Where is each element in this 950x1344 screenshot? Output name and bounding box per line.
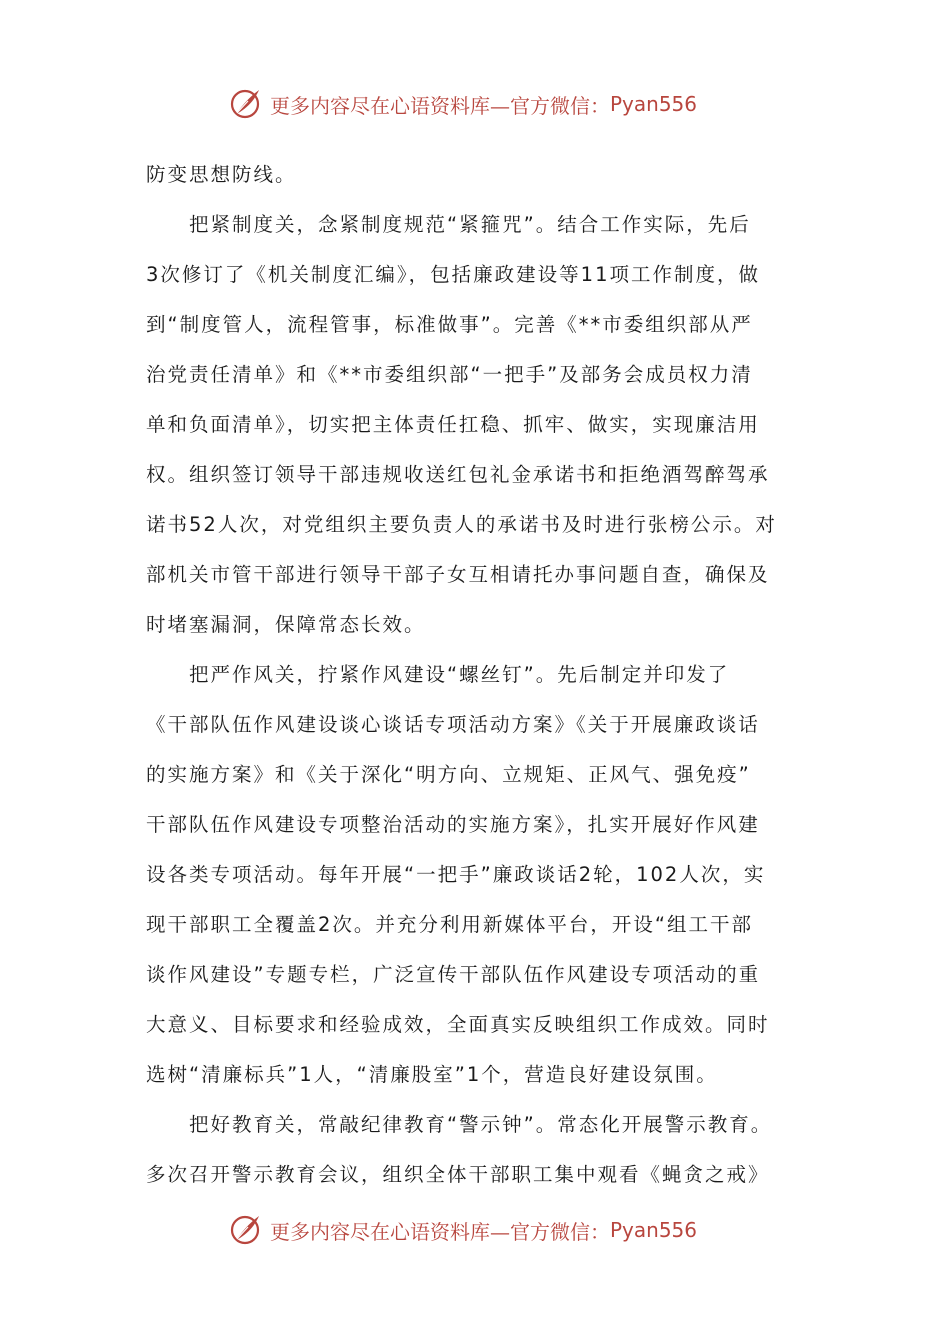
footer-banner-text: 更多内容尽在心语资料库—官方微信：	[270, 1219, 610, 1244]
quill-logo-icon	[228, 1212, 264, 1248]
text-line: 现干部职工全覆盖2次。并充分利用新媒体平台，开设“组工干部	[146, 913, 754, 936]
text-line: 多次召开警示教育会议，组织全体干部职工集中观看《蝇贪之戒》	[146, 1163, 770, 1186]
paragraph-first-line: 把严作风关，拧紧作风建设“螺丝钉”。先后制定并印发了	[189, 663, 730, 686]
text-line: 到“制度管人，流程管事，标准做事”。完善《**市委组织部从严	[146, 313, 753, 336]
footer-banner	[228, 1210, 697, 1250]
text-line: 部机关市管干部进行领导干部子女互相请托办事问题自查，确保及	[146, 563, 770, 586]
paragraph-first-line: 把好教育关，常敲纪律教育“警示钟”。常态化开展警示教育。	[189, 1113, 773, 1136]
text-line: 单和负面清单》，切实把主体责任扛稳、抓牢、做实，实现廉洁用	[146, 413, 760, 436]
paragraph-first-line: 把紧制度关，念紧制度规范“紧箍咒”。结合工作实际，先后	[189, 213, 751, 236]
text-line: 3次修订了《机关制度汇编》，包括廉政建设等11项工作制度，做	[146, 263, 760, 286]
text-line: 时堵塞漏洞，保障常态长效。	[146, 613, 426, 636]
header-banner-wechat-id: Pyan556	[610, 92, 698, 116]
text-line: 防变思想防线。	[146, 163, 297, 186]
text-line: 权。组织签订领导干部违规收送红包礼金承诺书和拒绝酒驾醉驾承	[146, 463, 770, 486]
quill-logo-icon	[228, 86, 264, 122]
text-line: 谈作风建设”专题专栏，广泛宣传干部队伍作风建设专项活动的重	[146, 963, 761, 986]
text-line: 选树“清廉标兵”1人，“清廉股室”1个，营造良好建设氛围。	[146, 1063, 718, 1086]
header-banner-text: 更多内容尽在心语资料库—官方微信：	[270, 93, 610, 118]
document-body	[146, 150, 836, 1200]
text-line: 干部队伍作风建设专项整治活动的实施方案》，扎实开展好作风建	[146, 813, 760, 836]
footer-banner-wechat-id: Pyan556	[610, 1218, 698, 1242]
text-line: 治党责任清单》和《**市委组织部“一把手”及部务会成员权力清	[146, 363, 753, 386]
text-line: 的实施方案》和《关于深化“明方向、立规矩、正风气、强免疫”	[146, 763, 751, 786]
text-line: 诺书52人次，对党组织主要负责人的承诺书及时进行张榜公示。对	[146, 513, 777, 536]
text-line: 大意义、目标要求和经验成效，全面真实反映组织工作成效。同时	[146, 1013, 770, 1036]
header-banner	[228, 84, 697, 124]
text-line: 设各类专项活动。每年开展“一把手”廉政谈话2轮，102人次，实	[146, 863, 766, 886]
text-line: 《干部队伍作风建设谈心谈话专项活动方案》《关于开展廉政谈话	[146, 713, 760, 736]
